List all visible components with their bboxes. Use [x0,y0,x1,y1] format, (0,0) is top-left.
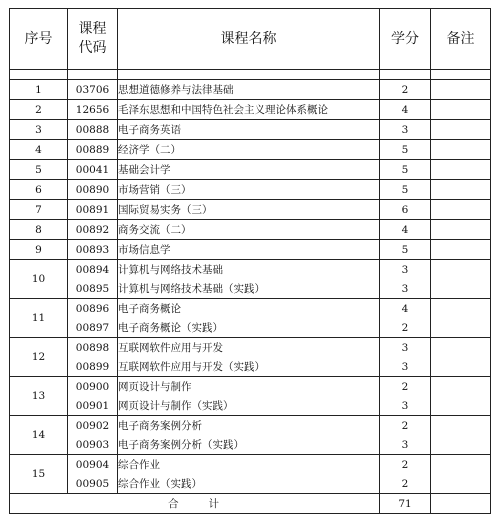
course-code: 00895 [68,279,118,299]
course-note [431,100,491,120]
total-row [10,494,491,514]
table-row [10,377,491,397]
course-credit: 5 [380,160,431,180]
course-note [431,120,491,140]
header-code-line1: 课程 [78,21,107,37]
course-code: 00892 [68,220,118,240]
course-code: 03706 [68,80,118,100]
total-credit: 71 [380,494,431,514]
course-name: 电子商务案例分析 [118,416,380,436]
course-code: 00902 [68,416,118,436]
course-name: 综合作业（实践） [118,474,380,494]
total-label [10,494,380,514]
course-note [431,299,491,319]
course-note [431,200,491,220]
course-name: 市场营销（三） [118,180,380,200]
table-row [10,160,491,180]
table-body [10,70,491,494]
row-seq: 13 [10,377,68,416]
curriculum-table [9,8,491,514]
course-note [431,377,491,397]
course-note [431,260,491,280]
course-code: 00888 [68,120,118,140]
spacer-cell [431,70,491,80]
course-name: 网页设计与制作 [118,377,380,397]
row-seq: 8 [10,220,68,240]
course-note [431,357,491,377]
course-note [431,279,491,299]
course-name: 互联网软件应用与开发 [118,338,380,358]
course-name: 计算机与网络技术基础 [118,260,380,280]
course-credit: 2 [380,455,431,475]
table-row [10,200,491,220]
course-name: 电子商务概论（实践） [118,318,380,338]
table-row [10,140,491,160]
table-row [10,240,491,260]
course-name: 思想道德修养与法律基础 [118,80,380,100]
row-seq: 2 [10,100,68,120]
course-credit: 2 [380,416,431,436]
course-credit: 3 [380,396,431,416]
course-note [431,474,491,494]
row-seq: 15 [10,455,68,494]
course-note [431,240,491,260]
spacer-cell [118,70,380,80]
header-code-line2: 代码 [78,40,107,56]
table-row [10,474,491,494]
course-code: 12656 [68,100,118,120]
row-seq: 5 [10,160,68,180]
course-name: 电子商务概论 [118,299,380,319]
spacer-cell [68,70,118,80]
course-credit: 5 [380,180,431,200]
course-name: 经济学（二） [118,140,380,160]
course-credit: 5 [380,140,431,160]
course-credit: 2 [380,377,431,397]
course-credit: 3 [380,338,431,358]
course-credit: 3 [380,260,431,280]
course-code: 00896 [68,299,118,319]
course-credit: 4 [380,100,431,120]
table-row [10,318,491,338]
course-note [431,338,491,358]
course-name: 电子商务英语 [118,120,380,140]
row-seq: 11 [10,299,68,338]
course-name: 计算机与网络技术基础（实践） [118,279,380,299]
row-seq: 9 [10,240,68,260]
course-name: 商务交流（二） [118,220,380,240]
course-note [431,318,491,338]
row-seq: 7 [10,200,68,220]
course-code: 00041 [68,160,118,180]
course-note [431,180,491,200]
table-row [10,279,491,299]
row-seq: 12 [10,338,68,377]
course-name: 网页设计与制作（实践） [118,396,380,416]
course-credit: 2 [380,80,431,100]
table-row [10,260,491,280]
header-credit: 学分 [380,9,431,70]
table-row [10,220,491,240]
table-row [10,180,491,200]
course-name: 互联网软件应用与开发（实践） [118,357,380,377]
course-name: 基础会计学 [118,160,380,180]
course-credit: 3 [380,357,431,377]
table-row [10,357,491,377]
course-name: 电子商务案例分析（实践） [118,435,380,455]
course-credit: 3 [380,120,431,140]
course-code: 00900 [68,377,118,397]
course-credit: 5 [380,240,431,260]
course-code: 00901 [68,396,118,416]
course-credit: 2 [380,318,431,338]
spacer-cell [380,70,431,80]
course-code: 00905 [68,474,118,494]
row-seq: 10 [10,260,68,299]
course-note [431,435,491,455]
course-credit: 3 [380,279,431,299]
table-row [10,338,491,358]
course-credit: 4 [380,220,431,240]
course-note [431,220,491,240]
course-note [431,416,491,436]
row-seq: 3 [10,120,68,140]
row-seq: 1 [10,80,68,100]
header-code [68,9,118,70]
row-seq: 14 [10,416,68,455]
table-row [10,396,491,416]
table-row [10,120,491,140]
table-row [10,299,491,319]
course-name: 国际贸易实务（三） [118,200,380,220]
total-note [431,494,491,514]
course-code: 00890 [68,180,118,200]
course-code: 00903 [68,435,118,455]
course-note [431,80,491,100]
course-note [431,160,491,180]
spacer-row [10,70,491,80]
course-name: 毛泽东思想和中国特色社会主义理论体系概论 [118,100,380,120]
course-code: 00889 [68,140,118,160]
course-code: 00897 [68,318,118,338]
course-credit: 6 [380,200,431,220]
course-code: 00894 [68,260,118,280]
total-label-right: 计 [208,497,221,510]
course-code: 00904 [68,455,118,475]
course-note [431,455,491,475]
course-credit: 2 [380,474,431,494]
course-code: 00893 [68,240,118,260]
table-row [10,80,491,100]
row-seq: 4 [10,140,68,160]
header-note: 备注 [431,9,491,70]
course-credit: 3 [380,435,431,455]
course-name: 市场信息学 [118,240,380,260]
spacer-cell [10,70,68,80]
table-row [10,455,491,475]
course-code: 00898 [68,338,118,358]
header-name: 课程名称 [118,9,380,70]
course-credit: 4 [380,299,431,319]
header-row [10,9,491,70]
table-row [10,416,491,436]
total-label-left: 合 [168,497,181,510]
course-note [431,396,491,416]
row-seq: 6 [10,180,68,200]
course-note [431,140,491,160]
table-row [10,100,491,120]
header-seq: 序号 [10,9,68,70]
course-name: 综合作业 [118,455,380,475]
course-code: 00899 [68,357,118,377]
table-row [10,435,491,455]
course-code: 00891 [68,200,118,220]
